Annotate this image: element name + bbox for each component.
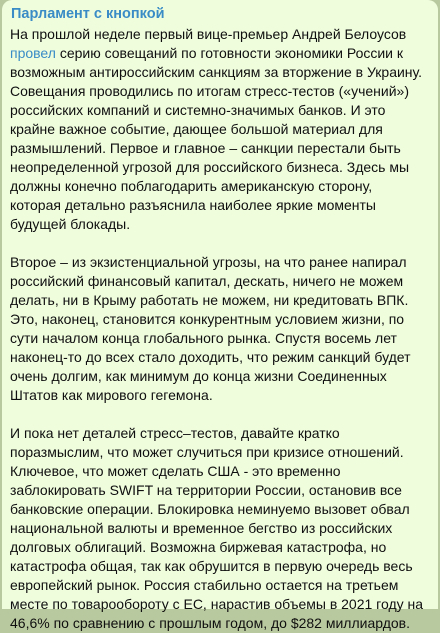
paragraph-1: [10, 25, 426, 234]
provel-link[interactable]: провел: [10, 45, 56, 61]
message-bubble: [2, 0, 438, 631]
channel-name[interactable]: Парламент с кнопкой: [11, 6, 165, 22]
paragraph-gap: [10, 405, 426, 424]
paragraph-3: И пока нет деталей стресс–тестов, давайте кратко поразмыслим, что может случиться при кризисе отношений. Ключевое, что может сделать США - это временно заблокировать SWIFT на территории России, остановив все банковские операции. Блокировка неминуемо вызовет обвал национальной валюты и временное бегство из российских долговых облигаций. Возможна биржевая катастрофа, но катастрофа общая, так как обрушится в первую очередь весь европейский рынок. Россия стабильно остается на третьем месте по товарообороту с ЕС, нарастив объемы в 2021 году на 46,6% по сравнению с прошлым годом, до $282 миллиардов.: [10, 425, 424, 631]
paragraph-gap: [10, 234, 426, 253]
post-body: [10, 25, 426, 633]
paragraph-1-text-end: серию совещаний по готовности экономики России к возможным антироссийским санкциям за вторжение в Украину. Совещания проводились по итогам стресс-тестов («учений») российских компаний и системно-значимых банков. И это крайне важное событие, дающее большой материал для размышлений. Первое и главное – санкции перестали быть неопределенной угрозой для российского бизнеса. Здесь мы должны конечно поблагодарить американскую сторону, которая детально разъяснила наиболее яркие моменты будущей блокады.: [10, 45, 423, 232]
paragraph-1-text-start: На прошлой неделе первый вице-премьер Андрей Белоусов: [10, 26, 407, 42]
paragraph-2: Второе – из экзистенциальной угрозы, на что ранее напирал российский финансовый капитал, дескать, ничего не можем делать, ни в Крыму работать не можем, ни кредитовать ВПК. Это, наконец, становится конкурентным условием жизни, по сути началом конца глобального рынка. Спустя восемь лет наконец-то до всех стало доходить, что режим санкций будет очень долгим, как минимум до конца жизни Соединенных Штатов как мирового гегемона.: [10, 254, 411, 403]
